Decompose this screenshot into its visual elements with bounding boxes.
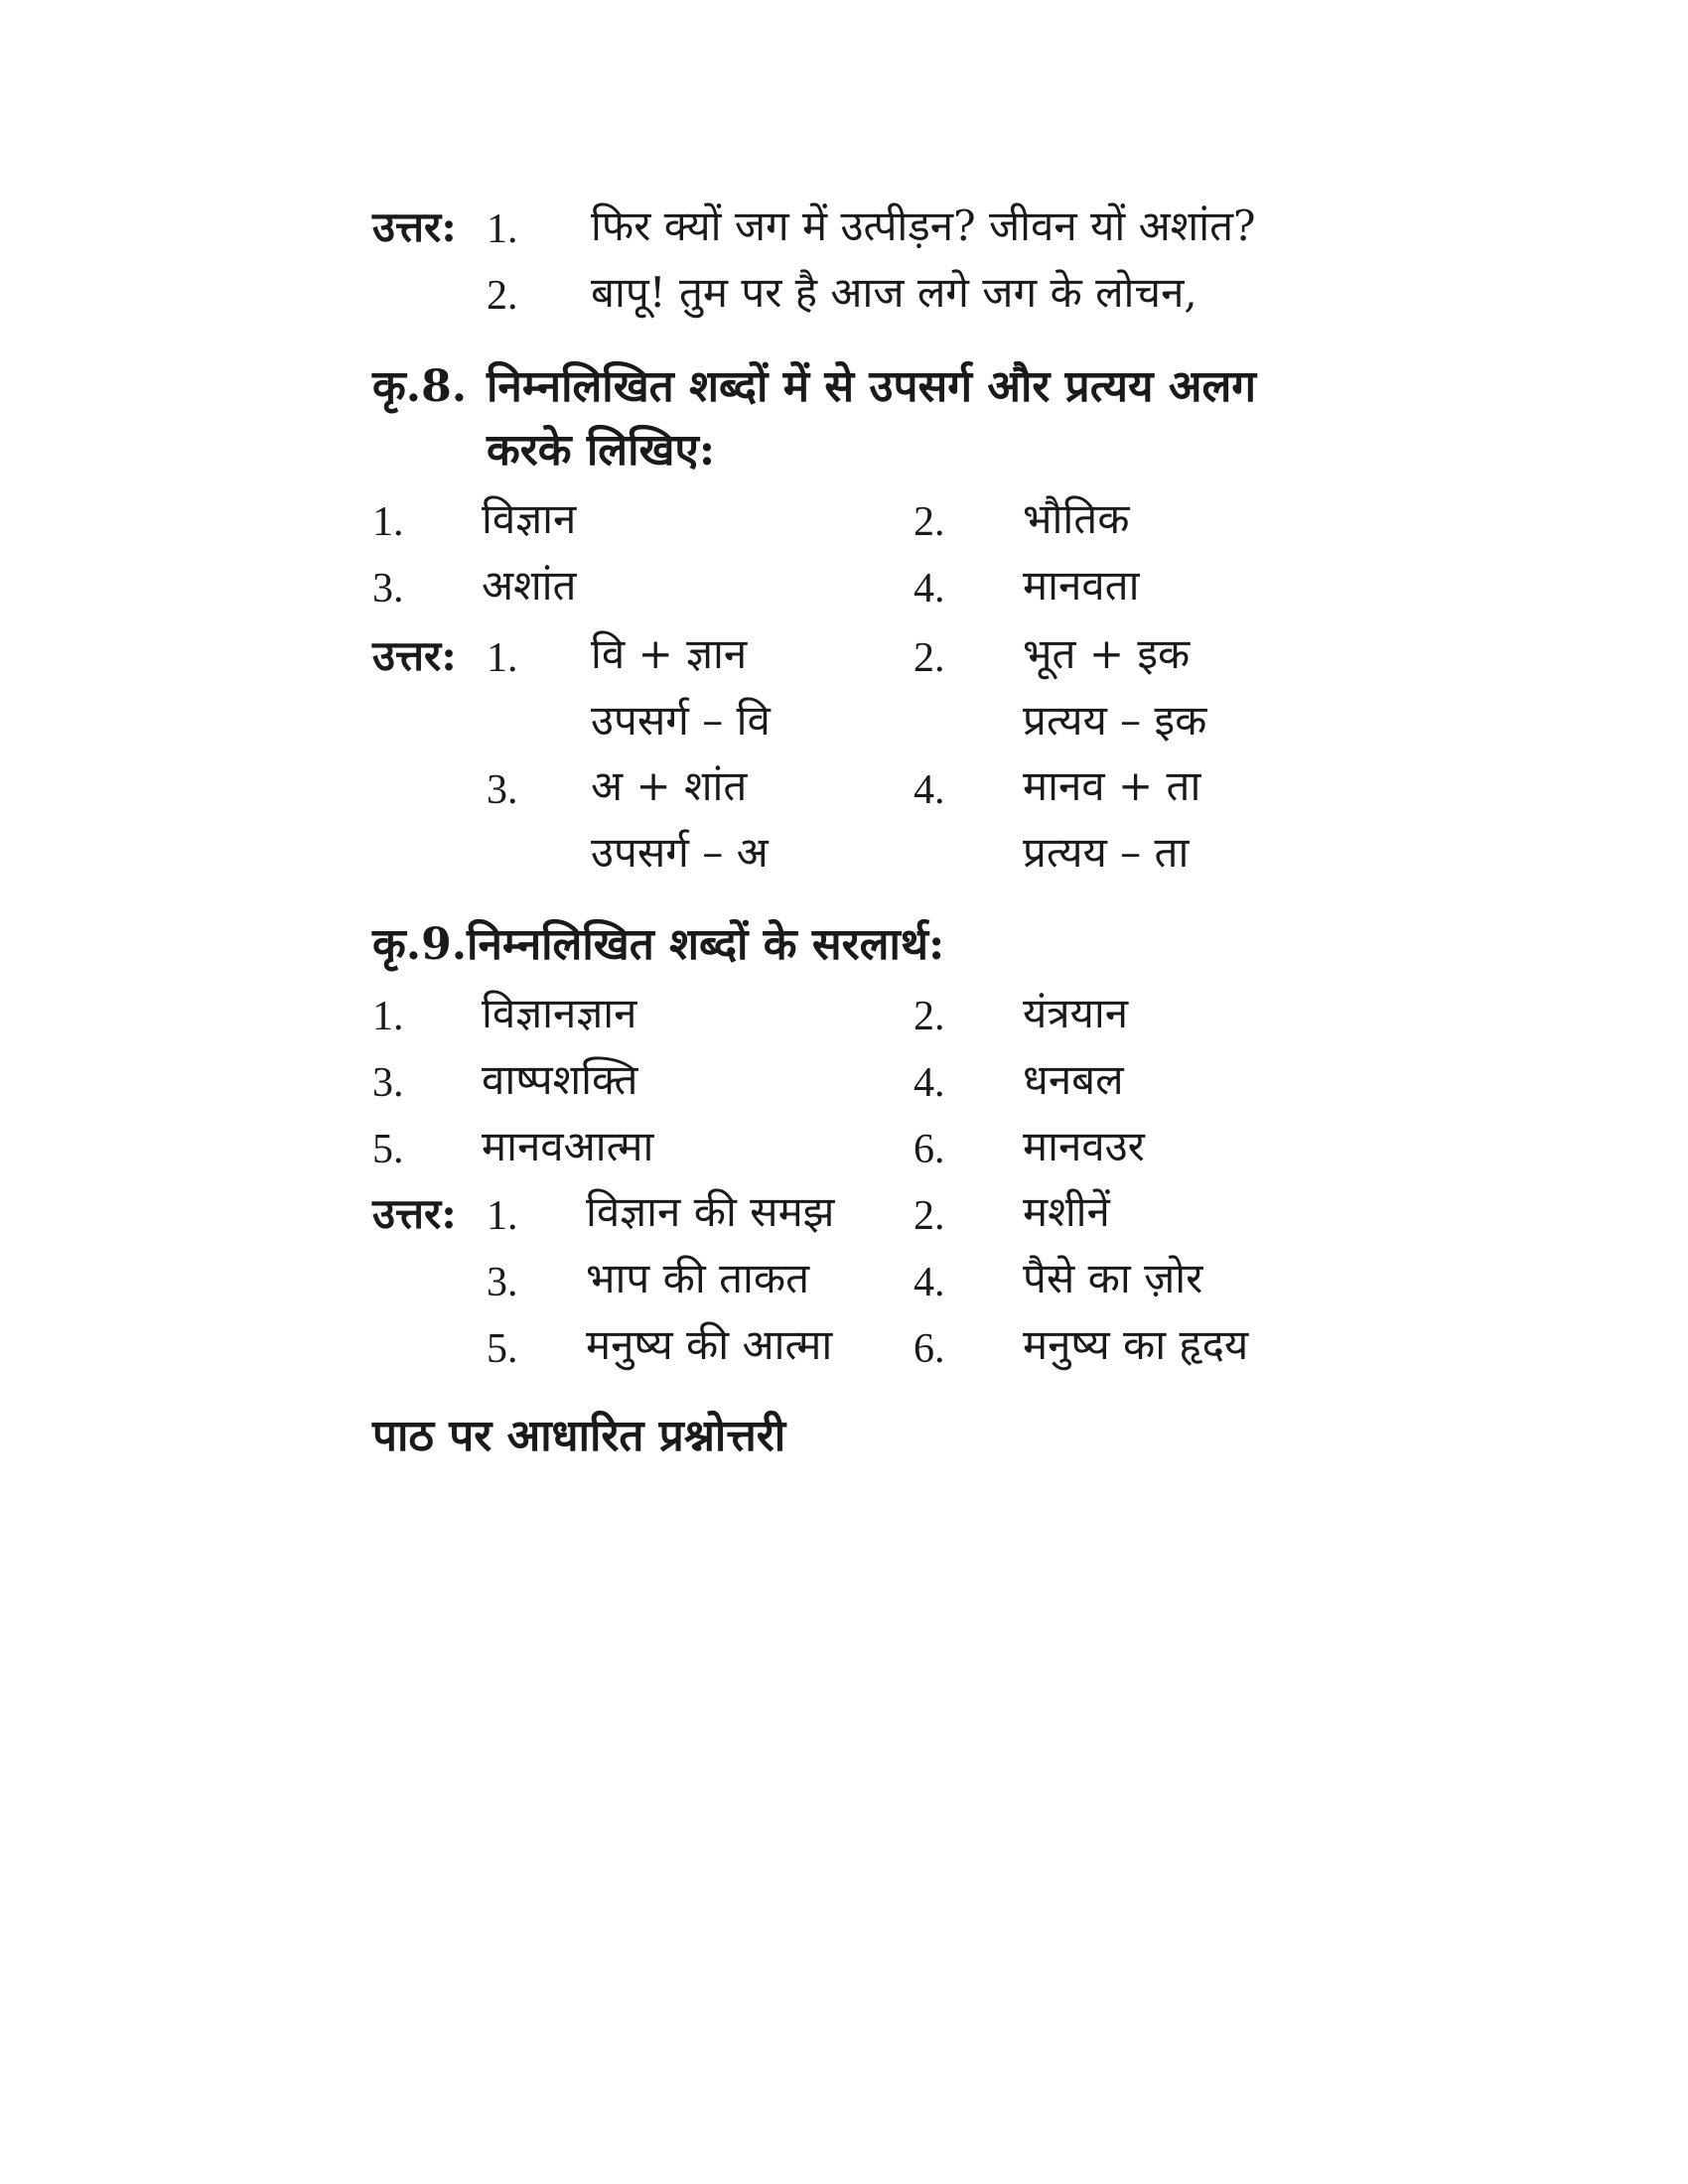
word-number: 3.	[372, 1060, 404, 1106]
word-item: धनबल	[1023, 1055, 1124, 1104]
answer-line-number: 2.	[487, 273, 518, 319]
answer-number: 5.	[487, 1326, 518, 1372]
answer-label: उत्तर:	[372, 631, 457, 680]
word-number: 1.	[372, 994, 404, 1039]
word-number: 6.	[914, 1127, 945, 1172]
section-heading: पाठ पर आधारित प्रश्नोत्तरी	[372, 1411, 786, 1461]
answer-number: 6.	[914, 1326, 945, 1372]
answer-split: मानव + ता	[1023, 761, 1201, 810]
answer-number: 2.	[914, 1193, 945, 1239]
word-item: विज्ञान	[482, 494, 577, 543]
word-item: मानवआत्मा	[482, 1122, 654, 1170]
word-item: मानवउर	[1023, 1122, 1145, 1170]
word-number: 1.	[372, 499, 404, 545]
answer-number: 1.	[487, 635, 518, 681]
answer-line-text: फिर क्यों जग में उत्पीड़न? जीवन यों अशांत?	[591, 202, 1256, 250]
word-number: 4.	[914, 566, 945, 612]
answer-text: भाप की ताकत	[586, 1254, 810, 1302]
answer-line-number: 1.	[487, 206, 518, 252]
word-number: 5.	[372, 1127, 404, 1172]
word-number: 4.	[914, 1060, 945, 1106]
word-item: वाष्पशक्ति	[482, 1055, 638, 1104]
answer-detail: उपसर्ग – वि	[591, 696, 771, 745]
answer-text: विज्ञान की समझ	[586, 1187, 835, 1236]
answer-line-text: बापू! तुम पर है आज लगे जग के लोचन,	[591, 268, 1197, 317]
word-number: 3.	[372, 566, 404, 612]
answer-label: उत्तर:	[372, 1189, 457, 1238]
answer-number: 3.	[487, 767, 518, 813]
answer-number: 4.	[914, 1260, 945, 1305]
answer-detail: प्रत्यय – ता	[1023, 828, 1190, 877]
answer-text: मनुष्य की आत्मा	[586, 1320, 833, 1369]
word-item: अशांत	[482, 561, 577, 610]
question-8-label: कृ.8.	[372, 361, 468, 412]
answer-number: 2.	[914, 635, 945, 681]
word-item: यंत्रयान	[1023, 989, 1129, 1037]
answer-text: पैसे का ज़ोर	[1023, 1254, 1203, 1302]
answer-detail: उपसर्ग – अ	[591, 828, 769, 877]
word-item: विज्ञानज्ञान	[482, 989, 637, 1037]
answer-number: 3.	[487, 1260, 518, 1305]
answer-text: मशीनें	[1023, 1187, 1110, 1236]
answer-number: 1.	[487, 1193, 518, 1239]
question-8-title-line1: निम्नलिखित शब्दों में से उपसर्ग और प्रत्यय अलग	[487, 361, 1257, 412]
answer-detail: प्रत्यय – इक	[1023, 696, 1207, 745]
answer-text: मनुष्य का हृदय	[1023, 1320, 1249, 1369]
word-number: 2.	[914, 499, 945, 545]
word-item: भौतिक	[1023, 494, 1130, 543]
answer-label: उत्तर:	[372, 203, 457, 251]
question-9-title: कृ.9.निम्नलिखित शब्दों के सरलार्थ:	[372, 919, 945, 970]
answer-split: वि + ज्ञान	[591, 629, 748, 678]
answer-number: 4.	[914, 767, 945, 813]
answer-split: भूत + इक	[1023, 629, 1191, 678]
question-8-title-line2: करके लिखिए:	[487, 425, 716, 476]
word-number: 2.	[914, 994, 945, 1039]
word-item: मानवता	[1023, 561, 1140, 610]
answer-split: अ + शांत	[591, 761, 748, 810]
